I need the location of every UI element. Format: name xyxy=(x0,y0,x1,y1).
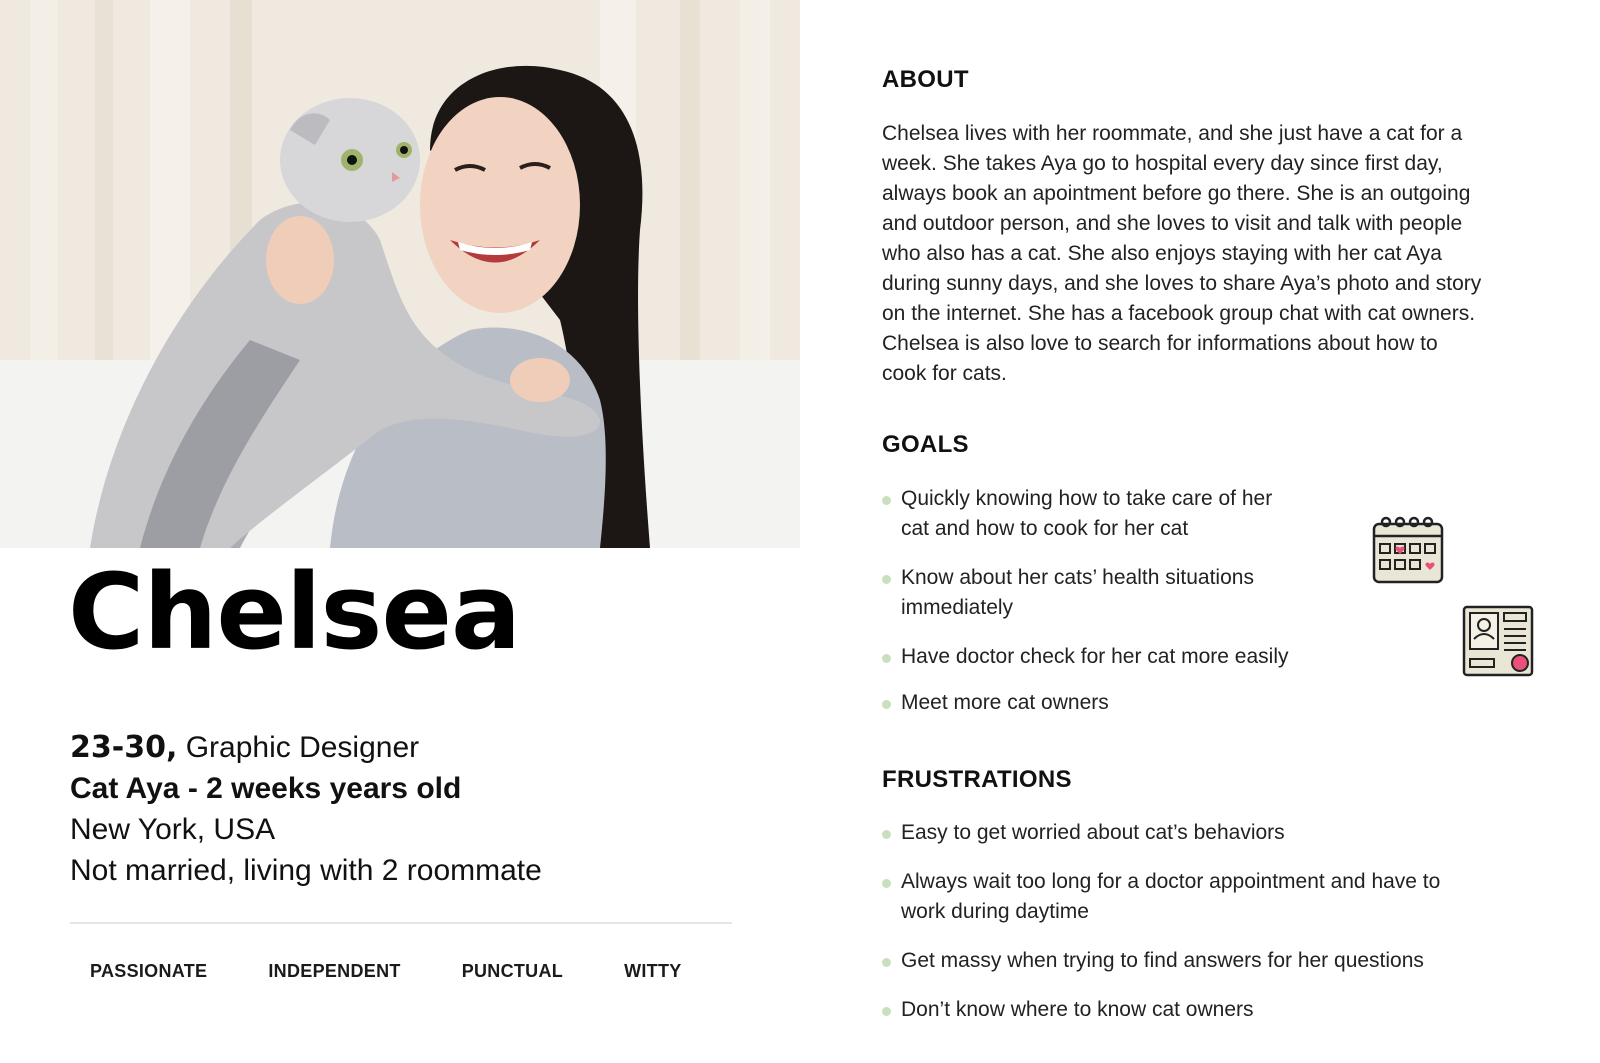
list-item xyxy=(882,688,1342,718)
age-occupation-line xyxy=(70,727,730,768)
frustrations-list xyxy=(882,818,1542,1025)
divider xyxy=(70,922,732,924)
about-heading: ABOUT xyxy=(882,66,969,93)
goal-text: cat and how to cook for her cat xyxy=(901,517,1189,540)
traits-list xyxy=(90,961,743,982)
occupation: Graphic Designer xyxy=(185,731,420,764)
location: New York, USA xyxy=(70,813,276,846)
age-range: 23-30, xyxy=(70,730,178,765)
calendar-icon xyxy=(1372,514,1444,586)
frustrations-heading: FRUSTRATIONS xyxy=(882,766,1072,793)
frustration-text: Easy to get worried about cat’s behaviors xyxy=(901,821,1285,844)
pet-info: Cat Aya - 2 weeks years old xyxy=(70,772,462,805)
marital-status: Not married, living with 2 roommate xyxy=(70,854,542,887)
about-line: during sunny days, and she loves to share Aya’s photo and story xyxy=(882,272,1482,295)
recipe-card-icon xyxy=(1462,605,1534,677)
goal-text: Have doctor check for her cat more easily xyxy=(901,645,1289,668)
frustration-text: Don’t know where to know cat owners xyxy=(901,998,1254,1021)
persona-name: Chelsea xyxy=(68,551,521,673)
about-line: week. She takes Aya go to hospital every day since first day, xyxy=(882,152,1443,175)
goal-text: immediately xyxy=(901,596,1014,619)
about-line: always book an apointment before go there. She is an outgoing xyxy=(882,182,1471,205)
list-item xyxy=(882,484,1342,544)
about-line: who also has a cat. She also enjoys staying with her cat Aya xyxy=(882,242,1442,265)
about-line: Chelsea lives with her roommate, and she just have a cat for a xyxy=(882,122,1463,145)
list-item xyxy=(882,995,1542,1025)
trait: PUNCTUAL xyxy=(461,961,564,981)
frustration-text: work during daytime xyxy=(901,900,1089,923)
persona-facts xyxy=(70,727,730,891)
goal-text: Meet more cat owners xyxy=(901,691,1109,714)
list-item xyxy=(882,563,1342,623)
list-item xyxy=(882,642,1342,672)
goals-list xyxy=(882,484,1342,718)
trait: INDEPENDENT xyxy=(268,961,401,981)
about-line: on the internet. She has a facebook group chat with cat owners. xyxy=(882,302,1476,325)
trait: WITTY xyxy=(624,961,682,981)
pet-line xyxy=(70,768,730,809)
frustration-text: Always wait too long for a doctor appointment and have to xyxy=(901,870,1441,893)
list-item xyxy=(882,818,1542,848)
trait: PASSIONATE xyxy=(90,961,208,981)
goal-text: Know about her cats’ health situations xyxy=(901,566,1254,589)
about-text xyxy=(882,119,1522,389)
list-item xyxy=(882,946,1542,976)
persona-photo-illustration xyxy=(0,0,800,548)
persona-photo xyxy=(0,0,800,548)
about-line: Chelsea is also love to search for informations about how to xyxy=(882,332,1438,355)
about-line: cook for cats. xyxy=(882,362,1007,385)
goal-text: Quickly knowing how to take care of her xyxy=(901,487,1273,510)
goals-heading: GOALS xyxy=(882,431,969,458)
list-item xyxy=(882,867,1542,927)
about-line: and outdoor person, and she loves to visit and talk with people xyxy=(882,212,1463,235)
frustration-text: Get massy when trying to find answers for her questions xyxy=(901,949,1424,972)
